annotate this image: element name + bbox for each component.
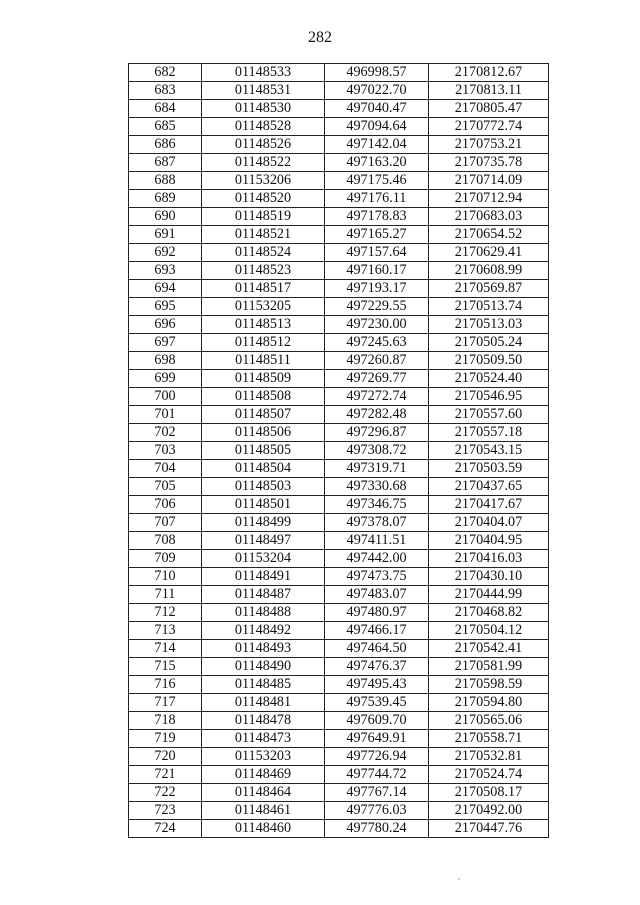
cell-row-number: 690: [129, 208, 202, 226]
cell-x-coordinate: 497466.17: [325, 622, 429, 640]
table-row: [129, 100, 549, 118]
cell-x-coordinate: 497175.46: [325, 172, 429, 190]
cell-point-id: 01148469: [202, 766, 325, 784]
cell-point-id: 01148524: [202, 244, 325, 262]
cell-point-id: 01148530: [202, 100, 325, 118]
cell-x-coordinate: 497230.00: [325, 316, 429, 334]
cell-y-coordinate: 2170468.82: [429, 604, 549, 622]
cell-point-id: 01148504: [202, 460, 325, 478]
table-row: [129, 550, 549, 568]
cell-point-id: 01148501: [202, 496, 325, 514]
cell-point-id: 01148492: [202, 622, 325, 640]
cell-x-coordinate: 497378.07: [325, 514, 429, 532]
cell-row-number: 682: [129, 64, 202, 82]
cell-point-id: 01148497: [202, 532, 325, 550]
table-row: [129, 280, 549, 298]
cell-y-coordinate: 2170629.41: [429, 244, 549, 262]
cell-point-id: 01148512: [202, 334, 325, 352]
table-row: [129, 586, 549, 604]
cell-row-number: 700: [129, 388, 202, 406]
cell-row-number: 697: [129, 334, 202, 352]
table-row: [129, 820, 549, 838]
cell-x-coordinate: 497767.14: [325, 784, 429, 802]
cell-point-id: 01148503: [202, 478, 325, 496]
cell-row-number: 695: [129, 298, 202, 316]
cell-point-id: 01153206: [202, 172, 325, 190]
cell-x-coordinate: 496998.57: [325, 64, 429, 82]
cell-point-id: 01148464: [202, 784, 325, 802]
cell-point-id: 01148507: [202, 406, 325, 424]
cell-x-coordinate: 497483.07: [325, 586, 429, 604]
cell-y-coordinate: 2170504.12: [429, 622, 549, 640]
table-row: [129, 190, 549, 208]
table-row: [129, 766, 549, 784]
table-row: [129, 532, 549, 550]
table-row: [129, 712, 549, 730]
cell-row-number: 722: [129, 784, 202, 802]
cell-row-number: 702: [129, 424, 202, 442]
cell-y-coordinate: 2170508.17: [429, 784, 549, 802]
cell-point-id: 01148505: [202, 442, 325, 460]
cell-x-coordinate: 497094.64: [325, 118, 429, 136]
page-number: 282: [308, 29, 332, 46]
cell-point-id: 01148493: [202, 640, 325, 658]
cell-point-id: 01148499: [202, 514, 325, 532]
cell-point-id: 01148513: [202, 316, 325, 334]
cell-y-coordinate: 2170557.60: [429, 406, 549, 424]
cell-x-coordinate: 497319.71: [325, 460, 429, 478]
cell-row-number: 709: [129, 550, 202, 568]
cell-row-number: 698: [129, 352, 202, 370]
cell-x-coordinate: 497272.74: [325, 388, 429, 406]
table-row: [129, 424, 549, 442]
cell-y-coordinate: 2170513.03: [429, 316, 549, 334]
cell-y-coordinate: 2170524.40: [429, 370, 549, 388]
table-row: [129, 730, 549, 748]
cell-point-id: 01148533: [202, 64, 325, 82]
cell-y-coordinate: 2170565.06: [429, 712, 549, 730]
cell-point-id: 01148511: [202, 352, 325, 370]
table-row: [129, 802, 549, 820]
table-row: [129, 208, 549, 226]
cell-x-coordinate: 497163.20: [325, 154, 429, 172]
cell-x-coordinate: 497480.97: [325, 604, 429, 622]
cell-point-id: 01148460: [202, 820, 325, 838]
cell-y-coordinate: 2170532.81: [429, 748, 549, 766]
cell-row-number: 696: [129, 316, 202, 334]
table-row: [129, 406, 549, 424]
cell-row-number: 703: [129, 442, 202, 460]
table-row: [129, 172, 549, 190]
cell-point-id: 01148461: [202, 802, 325, 820]
table-row: [129, 748, 549, 766]
cell-x-coordinate: 497495.43: [325, 676, 429, 694]
cell-x-coordinate: 497165.27: [325, 226, 429, 244]
cell-point-id: 01148517: [202, 280, 325, 298]
cell-y-coordinate: 2170735.78: [429, 154, 549, 172]
cell-x-coordinate: 497464.50: [325, 640, 429, 658]
cell-y-coordinate: 2170598.59: [429, 676, 549, 694]
cell-point-id: 01148531: [202, 82, 325, 100]
cell-point-id: 01148528: [202, 118, 325, 136]
cell-y-coordinate: 2170503.59: [429, 460, 549, 478]
cell-y-coordinate: 2170505.24: [429, 334, 549, 352]
cell-x-coordinate: 497411.51: [325, 532, 429, 550]
cell-row-number: 716: [129, 676, 202, 694]
cell-row-number: 723: [129, 802, 202, 820]
cell-point-id: 01148508: [202, 388, 325, 406]
cell-y-coordinate: 2170714.09: [429, 172, 549, 190]
cell-y-coordinate: 2170404.95: [429, 532, 549, 550]
cell-y-coordinate: 2170557.18: [429, 424, 549, 442]
cell-row-number: 710: [129, 568, 202, 586]
table-row: [129, 226, 549, 244]
cell-y-coordinate: 2170654.52: [429, 226, 549, 244]
table-row: [129, 478, 549, 496]
cell-x-coordinate: 497269.77: [325, 370, 429, 388]
cell-y-coordinate: 2170543.15: [429, 442, 549, 460]
cell-y-coordinate: 2170608.99: [429, 262, 549, 280]
table-row: [129, 604, 549, 622]
cell-y-coordinate: 2170594.80: [429, 694, 549, 712]
cell-y-coordinate: 2170581.99: [429, 658, 549, 676]
table-row: [129, 514, 549, 532]
cell-x-coordinate: 497229.55: [325, 298, 429, 316]
table-row: [129, 352, 549, 370]
cell-x-coordinate: 497260.87: [325, 352, 429, 370]
table-row: [129, 298, 549, 316]
cell-row-number: 691: [129, 226, 202, 244]
cell-x-coordinate: 497776.03: [325, 802, 429, 820]
table-row: [129, 568, 549, 586]
cell-point-id: 01153205: [202, 298, 325, 316]
cell-x-coordinate: 497176.11: [325, 190, 429, 208]
cell-row-number: 707: [129, 514, 202, 532]
cell-point-id: 01148491: [202, 568, 325, 586]
cell-row-number: 708: [129, 532, 202, 550]
cell-point-id: 01148487: [202, 586, 325, 604]
cell-y-coordinate: 2170542.41: [429, 640, 549, 658]
cell-point-id: 01148473: [202, 730, 325, 748]
cell-point-id: 01148490: [202, 658, 325, 676]
cell-x-coordinate: 497744.72: [325, 766, 429, 784]
table-row: [129, 622, 549, 640]
table-row: [129, 334, 549, 352]
cell-point-id: 01148526: [202, 136, 325, 154]
table-row: [129, 82, 549, 100]
table-row: [129, 370, 549, 388]
cell-row-number: 715: [129, 658, 202, 676]
cell-point-id: 01153203: [202, 748, 325, 766]
cell-row-number: 719: [129, 730, 202, 748]
cell-point-id: 01148519: [202, 208, 325, 226]
cell-x-coordinate: 497193.17: [325, 280, 429, 298]
cell-row-number: 699: [129, 370, 202, 388]
cell-x-coordinate: 497282.48: [325, 406, 429, 424]
cell-x-coordinate: 497178.83: [325, 208, 429, 226]
cell-row-number: 720: [129, 748, 202, 766]
table-row: [129, 262, 549, 280]
table-row: [129, 694, 549, 712]
cell-y-coordinate: 2170444.99: [429, 586, 549, 604]
cell-x-coordinate: 497476.37: [325, 658, 429, 676]
cell-row-number: 712: [129, 604, 202, 622]
cell-row-number: 687: [129, 154, 202, 172]
cell-row-number: 713: [129, 622, 202, 640]
table-row: [129, 442, 549, 460]
cell-point-id: 01148485: [202, 676, 325, 694]
coordinates-table-body: [129, 64, 549, 838]
cell-point-id: 01148522: [202, 154, 325, 172]
cell-x-coordinate: 497780.24: [325, 820, 429, 838]
cell-x-coordinate: 497308.72: [325, 442, 429, 460]
cell-row-number: 724: [129, 820, 202, 838]
table-row: [129, 136, 549, 154]
cell-point-id: 01148478: [202, 712, 325, 730]
cell-x-coordinate: 497442.00: [325, 550, 429, 568]
table-row: [129, 676, 549, 694]
cell-y-coordinate: 2170812.67: [429, 64, 549, 82]
cell-y-coordinate: 2170569.87: [429, 280, 549, 298]
cell-x-coordinate: 497726.94: [325, 748, 429, 766]
cell-row-number: 684: [129, 100, 202, 118]
cell-y-coordinate: 2170558.71: [429, 730, 549, 748]
cell-row-number: 721: [129, 766, 202, 784]
cell-point-id: 01148509: [202, 370, 325, 388]
cell-row-number: 717: [129, 694, 202, 712]
table-row: [129, 460, 549, 478]
cell-y-coordinate: 2170447.76: [429, 820, 549, 838]
cell-row-number: 701: [129, 406, 202, 424]
cell-x-coordinate: 497245.63: [325, 334, 429, 352]
table-row: [129, 64, 549, 82]
cell-row-number: 718: [129, 712, 202, 730]
cell-row-number: 694: [129, 280, 202, 298]
cell-point-id: 01148481: [202, 694, 325, 712]
cell-y-coordinate: 2170437.65: [429, 478, 549, 496]
cell-row-number: 685: [129, 118, 202, 136]
cell-y-coordinate: 2170805.47: [429, 100, 549, 118]
table-row: [129, 118, 549, 136]
cell-y-coordinate: 2170416.03: [429, 550, 549, 568]
cell-x-coordinate: 497296.87: [325, 424, 429, 442]
table-row: [129, 784, 549, 802]
table-row: [129, 244, 549, 262]
scan-artifact: [458, 878, 460, 880]
cell-y-coordinate: 2170753.21: [429, 136, 549, 154]
cell-x-coordinate: 497022.70: [325, 82, 429, 100]
cell-x-coordinate: 497142.04: [325, 136, 429, 154]
cell-y-coordinate: 2170509.50: [429, 352, 549, 370]
cell-row-number: 711: [129, 586, 202, 604]
table-row: [129, 658, 549, 676]
cell-row-number: 706: [129, 496, 202, 514]
cell-x-coordinate: 497160.17: [325, 262, 429, 280]
cell-row-number: 689: [129, 190, 202, 208]
cell-y-coordinate: 2170492.00: [429, 802, 549, 820]
cell-y-coordinate: 2170546.95: [429, 388, 549, 406]
cell-y-coordinate: 2170712.94: [429, 190, 549, 208]
cell-row-number: 693: [129, 262, 202, 280]
cell-x-coordinate: 497473.75: [325, 568, 429, 586]
cell-y-coordinate: 2170513.74: [429, 298, 549, 316]
table-row: [129, 154, 549, 172]
cell-x-coordinate: 497157.64: [325, 244, 429, 262]
cell-row-number: 688: [129, 172, 202, 190]
cell-point-id: 01148523: [202, 262, 325, 280]
cell-x-coordinate: 497346.75: [325, 496, 429, 514]
cell-row-number: 683: [129, 82, 202, 100]
cell-x-coordinate: 497330.68: [325, 478, 429, 496]
cell-x-coordinate: 497539.45: [325, 694, 429, 712]
cell-y-coordinate: 2170404.07: [429, 514, 549, 532]
cell-x-coordinate: 497609.70: [325, 712, 429, 730]
cell-y-coordinate: 2170417.67: [429, 496, 549, 514]
coordinates-table: [128, 63, 549, 838]
cell-y-coordinate: 2170430.10: [429, 568, 549, 586]
cell-y-coordinate: 2170772.74: [429, 118, 549, 136]
cell-point-id: 01148488: [202, 604, 325, 622]
cell-row-number: 686: [129, 136, 202, 154]
cell-point-id: 01148521: [202, 226, 325, 244]
cell-point-id: 01148506: [202, 424, 325, 442]
table-row: [129, 640, 549, 658]
cell-point-id: 01153204: [202, 550, 325, 568]
cell-row-number: 704: [129, 460, 202, 478]
cell-row-number: 692: [129, 244, 202, 262]
table-row: [129, 316, 549, 334]
cell-row-number: 714: [129, 640, 202, 658]
cell-x-coordinate: 497649.91: [325, 730, 429, 748]
cell-point-id: 01148520: [202, 190, 325, 208]
cell-y-coordinate: 2170524.74: [429, 766, 549, 784]
cell-x-coordinate: 497040.47: [325, 100, 429, 118]
cell-y-coordinate: 2170813.11: [429, 82, 549, 100]
cell-row-number: 705: [129, 478, 202, 496]
table-row: [129, 388, 549, 406]
cell-y-coordinate: 2170683.03: [429, 208, 549, 226]
table-row: [129, 496, 549, 514]
